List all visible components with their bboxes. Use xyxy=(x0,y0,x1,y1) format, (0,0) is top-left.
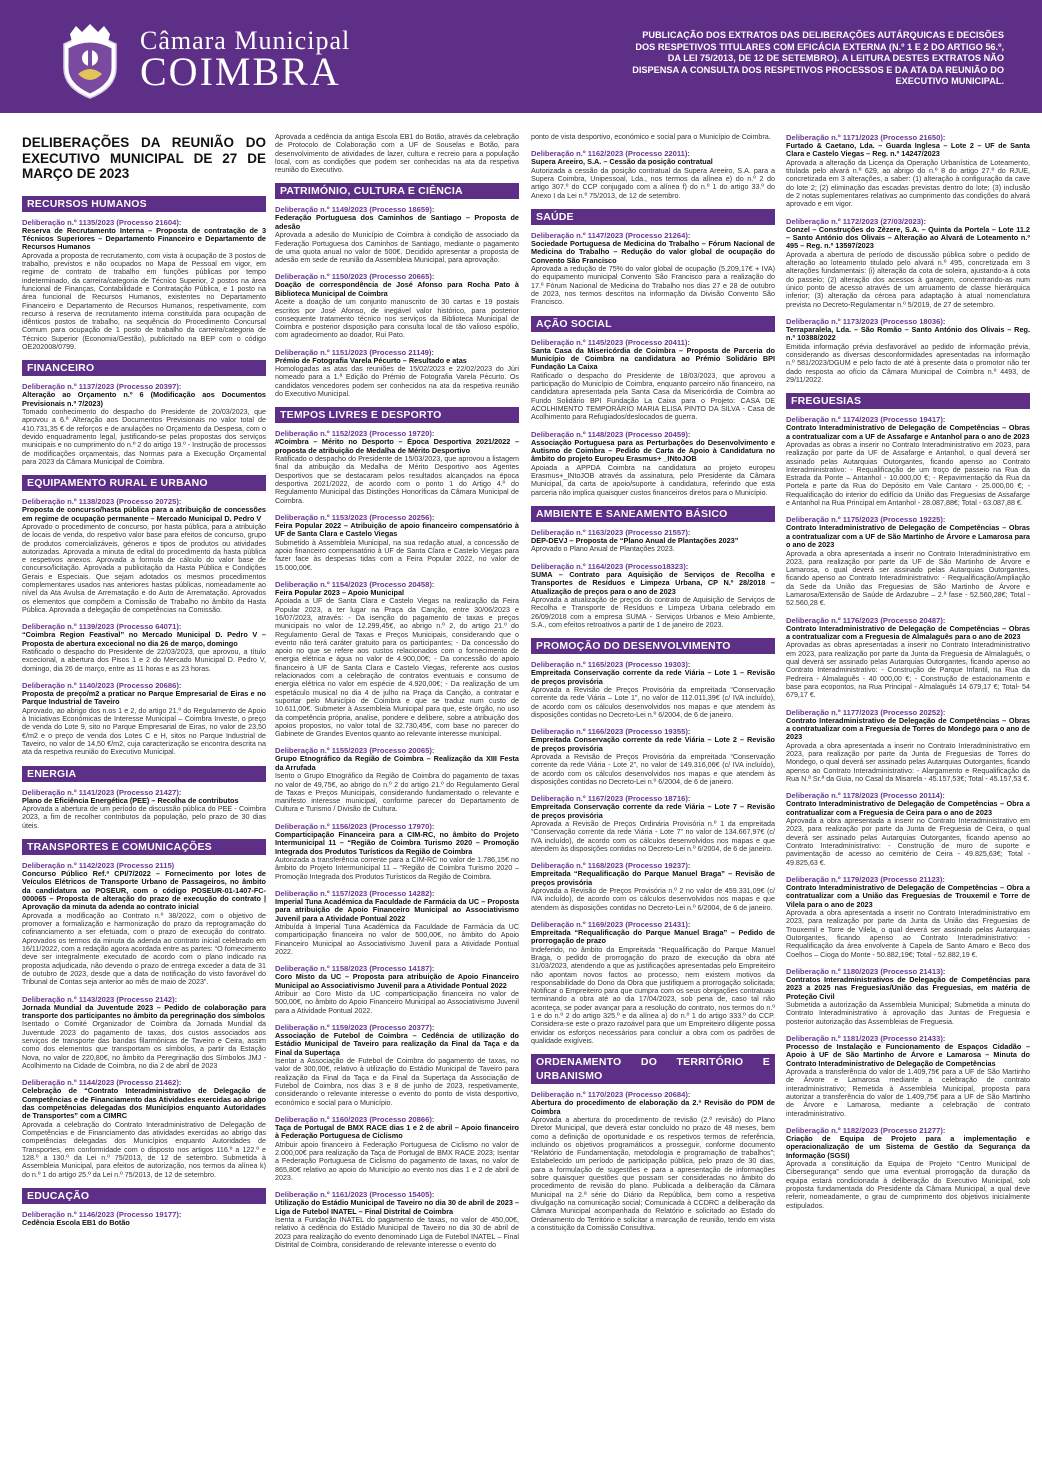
deliberation-item xyxy=(275,1115,519,1182)
deliberation-title: Contrato Interadministrativo de Delegação de Competências – Obra a contratualizar com a Freguesia de Ceira para o ano de 2023 xyxy=(786,799,1030,817)
deliberation-item xyxy=(531,133,775,141)
deliberation-body: Aprovada a atualização de preços do contrato de Aquisição de Serviços de Recolha e Transporte de Resíduos e Limpeza Urbana celebrado em 26/09/2018 com a empresa SUMA - Serviços Urbanos e Meio Ambiente, S.A., com efeitos retroativos a partir de 1 de janeiro de 2023. xyxy=(531,595,775,629)
deliberation-item xyxy=(22,497,266,614)
deliberation-body: Emitida informação prévia desfavorável ao pedido de informação prévia, considerando as diversas desconformidades apresentadas na informação n.º 581/2023/DGUM e pelo facto de até à presente data o promotor não ter dado resposta ao ofício da Câmara Municipal de Coimbra n.º 4493, de 29/11/2022. xyxy=(786,342,1030,384)
deliberation-title: Alteração ao Orçamento n.º 6 (Modificação aos Documentos Previsionais n.º 7/2023) xyxy=(22,390,266,408)
column-3 xyxy=(531,133,775,1451)
deliberation-body: Aprovada a obra apresentada a inserir no Contrato Interadministrativo em 2023, para realização por parte da Junta de Freguesias de Torres do Mondego, o qual deverá ser assinado pelas Autarquias Outorgantes, ficando apenso ao Contrato Interadministrativo: - Alargamento e Requalificação da Rua N.ª Sr.ª da Guia, no Casal da Misarela - 45.157,53€; Total - 45.157,53 €. xyxy=(786,741,1030,783)
deliberation-body: ponto de vista desportivo, económico e social para o Município de Coimbra. xyxy=(531,133,771,141)
deliberation-number: Deliberação n.º 1151/2023 (Processo 21149): xyxy=(275,347,434,357)
deliberation-title: Contrato Interadministrativo de Delegação de Competências – Obras a contratualizar com a Freguesia de Almalaguês para o ano de 2023 xyxy=(786,623,1030,642)
deliberation-item xyxy=(22,218,266,352)
deliberation-body: Submetido à Assembleia Municipal, na sua redação atual, a concessão de apoio financeiro compensatório à UF de Santa Clara e Castelo Viegas para fazer face às despesas tidas com a Feira Popular 2022, no valor de 15.000,00€. xyxy=(275,538,519,572)
deliberation-body: Submetida a autorização da Assembleia Municipal; Submetida a minuta do Contrato Interadministrativo à aprovação das Juntas de Freguesia e posterior autorização das Assembleias de Freguesia. xyxy=(786,1001,1030,1026)
deliberation-number: Deliberação n.º 1182/2023 (Processo 21277): xyxy=(786,1125,946,1135)
deliberation-title: Empreitada Conservação corrente da rede Viária – Lote 2 – Revisão de preços provisória xyxy=(531,735,775,753)
deliberation-number: Deliberação n.º 1146/2023 (Processo 19177): xyxy=(22,1209,182,1219)
deliberation-body: Isentar a Associação de Futebol de Coimbra do pagamento de taxas, no valor de 300,00€, relativo à utilização do Estádio Municipal de Taveiro para realização da Final da Taça e da Final da Supertaça da Associação de Futebol de Coimbra, nos dias 3 e 8 de junho de 2023, respetivamente, considerando o relevante interesse o evento do ponto de vista desportivo, económico e social para o Município. xyxy=(275,1057,519,1107)
deliberation-title: SUMA – Contrato para Aquisição de Serviços de Recolha e Transportes de Resíduos e Limpeza Urbana, CP N.º 28/2018 – Atualização de preços para o ano de 2023 xyxy=(531,569,775,596)
deliberation-item xyxy=(22,622,266,673)
deliberation-item xyxy=(786,708,1030,784)
deliberation-body: Aprovada a abertura de período de discussão pública sobre o pedido de alteração ao loteamento titulado pelo alvará n.º 495, concretizada em 3 alterações fundamentais: (i) alteração da cota de soleira, ajustando-a à cota do passeio; (2) alteração dos acessos à garagem, concentrando-as num único ponto de acesso através de um arruamento de classe hierárquica inferior; (3) alteração da cércea para adaptação à atual nomenclatura prevista no Decreto-Regulamentar n.º 5/2019, de 27 de setembro. xyxy=(786,250,1030,309)
deliberation-item xyxy=(786,967,1030,1026)
deliberation-number: Deliberação n.º 1163/2023 (Processo 21557): xyxy=(531,528,691,537)
deliberation-title: Empreitada “Requalificação do Parque Manuel Braga” – Pedido de prorrogação de prazo xyxy=(531,927,775,946)
deliberation-item xyxy=(275,580,519,738)
deliberation-title: Contratos Interadministrativos de Delegação de Competências para 2023 a 2025 nas Freguesias/União das Freguesias, em matéria de Proteção Civil xyxy=(786,974,1030,1001)
section-heading: EQUIPAMENTO RURAL E URBANO xyxy=(22,475,266,491)
deliberation-title: Grupo Etnográfico da Região de Coimbra – Realização da XIII Festa da Arrufada xyxy=(275,754,519,772)
deliberation-title: Supera Areeiro, S.A. – Cessão da posição contratual xyxy=(531,157,713,167)
deliberation-body: Aprovada a celebração do Contrato Interadministrativo de Delegação de Competências e de Financiamento das atividades exercidas ao abrigo das competências delegadas dos Municípios enquanto Autoridades de Transportes, em conformidade com o disposto nos artigos 116.º a 122.º e 128.º a 130.º da Lei n.º 75/2013, de 12 de setembro. Submetida à Assembleia Municipal, para efeitos de autorização, nos termos da alínea k) do n.º 1 do artigo 25.º da Lei n.º 75/2013, de 12 de setembro. xyxy=(22,1120,266,1179)
deliberation-item xyxy=(531,430,775,497)
deliberation-body: Ratificado o despacho do Presidente de 15/03/2023, que aprovou a listagem final da atribuição da Medalha de Mérito Desportivo aos Agentes Desportivos que se destacaram pelos resultados alcançados na época desportiva 2021/2022, de acordo com o ponto 1 do Artigo 4.º do Regulamento Municipal das Distinções Honoríficas da Câmara Municipal de Coimbra. xyxy=(275,455,519,505)
deliberation-title: Santa Casa da Misericórdia de Coimbra – Proposta de Parceria do Município de Coimbra na candidatura ao Prémio Solidário BPI Fundação La Caixa xyxy=(531,345,775,372)
deliberation-title: Doação de correspondência de José Afonso para Rocha Pato à Biblioteca Municipal de Coimbra xyxy=(275,280,519,298)
deliberation-number: Deliberação n.º 1162/2023 (Processo 22011): xyxy=(531,149,690,159)
deliberation-number: Deliberação n.º 1137/2023 (Processo 20397): xyxy=(22,382,182,392)
deliberation-body: Aprovada a Revisão de Preços Provisória n.º 2 no valor de 459.331,09€ (c/ IVA incluído), de acordo com os cálculos desenvolvidos nos mapas e que atendem às disposições contidas no Decreto-Lei n.º 6/2004, de 6 de janeiro. xyxy=(531,886,775,912)
deliberation-body: Autorizada a transferência corrente para a CIM-RC no valor de 1.786,15€ no âmbito do Projeto Intermunicipal 11 – “Região de Coimbra Turismo 2020 – Promoção Integrada dos Produtos Turísticos da Região de Coimbra. xyxy=(275,855,519,881)
deliberation-title: Associação Portuguesa para as Perturbações do Desenvolvimento e Autismo de Coimbra – Pedido de Carta de Apoio à Candidatura no âmbito do projeto Europeu Erasmus+ _INtoJOB xyxy=(531,437,775,464)
deliberation-item xyxy=(275,746,519,813)
section-heading: TEMPOS LIVRES E DESPORTO xyxy=(275,407,519,423)
deliberation-item xyxy=(275,822,519,881)
deliberation-title: Contrato Interadministrativo de Delegação de Competências – Obras a contratualizar com a UF de São Martinho de Árvore e Lamarosa para o ano de 2023 xyxy=(786,523,1030,550)
deliberation-number: Deliberação n.º 1170/2023 (Processo 20684): xyxy=(531,1090,691,1100)
deliberation-body: Aprovada a Revisão de Preços Ordinária Provisória n.º 1 da empreitada “Conservação corrente da rede Viária - Lote 7” no valor de 134.667,97€ (c/ IVA incluído), de acordo com os cálculos desenvolvidos nos mapas e que atendem às disposições contidas no Decreto-Lei n.º 6/2004, de 6 de janeiro. xyxy=(531,819,775,853)
deliberation-body: Aprovadas as obras a inserir no Contrato Interadministrativo em 2023, para realização por parte da UF de Assafarge e Antanhol, o qual deverá ser assinado pelas Autarquias Outorgantes, ficando apenso ao Contrato Interadministrativo: - Requalificação de um troço de passeio na Rua da Estrada da Ponte – Antanhol - 10.000,00 €; - Repavimentação da Rua da Portela e parte da Rua do Depósito em Vale Cantaro - 25.000,00 €; - Requalificação do interior do edifício da União das Freguesias de Assafarge e Antanhol na Rua Principal em Antanhol - 28.087,88€; Total - 63.087,88 €. xyxy=(786,441,1030,508)
deliberation-number: Deliberação n.º 1181/2023 (Processo 21433): xyxy=(786,1033,946,1043)
section-heading: TRANSPORTES E COMUNICAÇÕES xyxy=(22,839,266,855)
deliberation-body: Apoiada a APPDA Coimbra na candidatura ao projeto europeu Erasmus+_INtoJOB através da assinatura, pelo Presidente da Câmara Municipal, da carta de apoio/suporte à candidatura, referindo que esta parceria não implica quaisquer custos financeiros diretos para o Município. xyxy=(531,463,775,497)
deliberation-title: Feira Popular 2022 – Atribuição de apoio financeiro compensatório à UF de Santa Clara e Castelo Viegas xyxy=(275,520,519,539)
deliberation-item xyxy=(786,415,1030,507)
deliberation-title: Imperial Tuna Académica da Faculdade de Farmácia da UC – Proposta para atribuição de Apoio Financeiro Municipal ao Associativismo Juvenil para a Atividade Pontual 2022 xyxy=(275,896,519,923)
deliberation-item xyxy=(531,920,775,1045)
deliberation-title: Criação de Equipa de Projeto para a implementação e operacionalização de um Sistema de Gestão da Segurança da Informação (SGSI) xyxy=(786,1133,1030,1160)
deliberation-title: Conzel – Construções do Zêzere, S.A. – Quinta da Portela – Lote 11.2 – Santo António dos Olivais – Alteração ao Alvará de Loteamento n.º 495 – Reg. n.º 13597/2023 xyxy=(786,224,1030,251)
deliberation-number: Deliberação n.º 1167/2023 (Processo 18716): xyxy=(531,794,691,804)
deliberation-title: Utilização do Estádio Municipal de Taveiro no dia 30 de abril de 2023 – Liga de Futebol INATEL – Final Distrital de Coimbra xyxy=(275,1198,519,1216)
deliberation-item xyxy=(275,205,519,264)
deliberation-number: Deliberação n.º 1160/2023 (Processo 20866): xyxy=(275,1114,435,1124)
deliberation-body: Aprovada a abertura do procedimento de revisão (2.ª revisão) do Plano Diretor Municipal, que deverá estar concluído no prazo de 48 meses, bem como a definição de oportunidade e os respetivos termos de referência, incluindo os objetivos programáticos a prosseguir, conforme documento “Relatório de Fundamentação, metodologia e programação de trabalhos”; Estabelecido um período de participação pública, pelo prazo de 30 dias, para a formulação de sugestões e para a apresentação de informações sobre quaisquer questões que possam ser consideradas no âmbito do procedimento de revisão do plano. Publicada a deliberação da Câmara Municipal na 2.ª série do Diário da República, bem como a respetiva divulgação na comunicação social; Comunicada à CCDRC a deliberação da Câmara Municipal acompanhada do Relatório e solicitado ao Estado do Ordenamento do Território e solicitar a marcação de reunião, tendo em vista a constituição da Comissão Consultiva. xyxy=(531,1116,775,1232)
deliberation-item xyxy=(786,791,1030,867)
deliberation-item xyxy=(22,995,266,1071)
deliberation-item xyxy=(275,348,519,399)
deliberation-number: Deliberação n.º 1168/2023 (Processo 19237): xyxy=(531,861,691,871)
deliberation-item xyxy=(786,1034,1030,1118)
section-heading: ENERGIA xyxy=(22,766,266,782)
deliberation-item xyxy=(275,272,519,339)
deliberation-body: Aprovado o Plano Anual de Plantações 2023. xyxy=(531,545,675,554)
deliberation-item xyxy=(275,513,519,572)
deliberation-title: Empreitada Conservação corrente da rede Viária – Lote 1 – Revisão de preços provisória xyxy=(531,668,775,686)
column-2 xyxy=(275,133,519,1451)
deliberation-title: Celebração de “Contrato Interadministrativo de Delegação de Competências e de Financiamento das Atividades exercidas ao abrigo das competências delegadas dos Municípios enquanto Autoridades de Transportes” com a CIMRC xyxy=(22,1086,266,1121)
deliberation-body: Aprovada a obra apresentada a inserir no Contrato Interadministrativo em 2023, para realização por parte da Junta da União das Freguesias de Trouxemil e Torre de Vilela, o qual deverá ser assinado pelas Autarquias Outorgantes, ficando apenso ao Contrato Interadministrativo: - Requalificação da área envolvente à Capela de Santo Amaro e Beco dos Coelhos – Cioga do Monte - 50.882,19€; Total - 52.882,19 €. xyxy=(786,909,1030,959)
deliberation-title: Feira Popular 2023 – Apoio Municipal xyxy=(275,587,405,597)
section-heading: ORDENAMENTO DO TERRITÓRIO E URBANISMO xyxy=(531,1054,775,1084)
deliberation-number: Deliberação n.º 1172/2023 (27/03/2023): xyxy=(786,216,926,226)
deliberation-number: Deliberação n.º 1155/2023 (Processo 20065): xyxy=(275,746,435,756)
deliberation-number: Deliberação n.º 1150/2023 (Processo 20665): xyxy=(275,272,435,282)
deliberation-number: Deliberação n.º 1156/2023 (Processo 17970): xyxy=(275,821,435,831)
deliberation-item xyxy=(786,1126,1030,1210)
deliberation-body: Aprovado o procedimento de concurso, por hasta pública, para a atribuição de locais de venda, do respetivo valor base para efeitos de concurso, grupo de produtos comercializáveis, géneros e tipos de produtos ou atividades autorizadas. Aprovada a minuta de edital do procedimento da hasta pública e respetivos anexos. Aprovada a formula de cálculo do valor base de concurso/licitação. Aprovada a publicitação da Hasta Pública e Condições Gerais e Especiais. Que sejam adotados os mesmos procedimentos complementares usados nas anteriores hastas públicas, nomeadamente ao nível da Ata Avulsa de Arrematação e do Auto de Arrematação. Aprovados os elementos que compõem a Comissão de Trabalho no âmbito da Hasta Pública. Aprovada a delegação de competências na Comissão. xyxy=(22,522,266,614)
section-heading: PATRIMÓNIO, CULTURA E CIÊNCIA xyxy=(275,183,519,199)
deliberation-title: Proposta de concurso/hasta pública para a atribuição de concessões em regime de ocupação permanente – Mercado Municipal D. Pedro V xyxy=(22,505,266,523)
deliberation-number: Deliberação n.º 1142/2023 (Processo 2115) xyxy=(22,860,175,870)
deliberation-body: Aprovada a Revisão de Preços Provisória da empreitada “Conservação corrente da rede Viária - Lote 2”, no valor de 149.316,06€ (c/ IVA incluído), de acordo com os cálculos desenvolvidos nos mapas e que atendem às disposições contidas no Decreto-Lei n.º 6/2004, de 6 de janeiro. xyxy=(531,752,775,786)
deliberation-body: Homologadas as atas das reuniões de 15/02/2023 e 22/02/2023 do Júri nomeado para a 1.ª Edição do Prémio de Fotografia Varela Pécurto. Os candidatos vencedores podem ser conhecidos na ata da respetiva reunião do Executivo Municipal. xyxy=(275,365,519,399)
deliberation-item xyxy=(531,727,775,786)
deliberation-body: Aprovada a abertura de um período de discussão pública do PEE - Coimbra 2023, a fim de recolher contributos da população, pelo prazo de 30 dias úteis. xyxy=(22,804,266,830)
deliberation-number: Deliberação n.º 1171/2023 (Processo 21650): xyxy=(786,133,946,142)
deliberation-item xyxy=(22,681,266,757)
deliberation-title: Comparticipação Financeira para a CIM-RC, no âmbito do Projeto Intermunicipal 11 – “Região de Coimbra Turismo 2020 – Promoção Integrada dos Produtos Turísticos da Região de Coimbra xyxy=(275,829,519,856)
deliberation-body: Aprovada a obra apresentada a inserir no Contrato Interadministrativo em 2023, para realização por parte da Junta de Freguesia de Ceira, o qual deverá ser assinado pelas Autarquias Outorgantes, ficando apenso ao Contrato Interadministrativo: - Construção de muro de suporte e pavimentação de acesso ao cemitério de Ceira - 49.825,63€; Total - 49.825,63 €. xyxy=(786,817,1030,867)
deliberation-number: Deliberação n.º 1149/2023 (Processo 18659): xyxy=(275,205,435,215)
deliberation-item xyxy=(275,964,519,1015)
coimbra-crest-icon xyxy=(58,24,122,100)
section-heading: SAÚDE xyxy=(531,209,775,225)
deliberation-item xyxy=(786,133,1030,209)
deliberation-title: Coro Misto da UC – Proposta para atribuição de Apoio Financeiro Municipal ao Associativismo Juvenil para a Atividade Pontual 2022 xyxy=(275,972,519,990)
deliberation-item xyxy=(531,1090,775,1232)
deliberation-number: Deliberação n.º 1178/2023 (Processo 20114): xyxy=(786,791,945,801)
deliberation-title: Abertura do procedimento de elaboração da 2.ª Revisão do PDM de Coimbra xyxy=(531,1098,775,1116)
deliberation-item xyxy=(786,515,1030,607)
deliberation-item xyxy=(275,1190,519,1249)
section-heading: AÇÃO SOCIAL xyxy=(531,316,775,332)
deliberation-body: Isentado o Comité Organizador de Coimbra da Jornada Mundial da Juventude 2023 do pagamento de taxas, dos custos associados aos serviços de transporte das bandas filarmónicas de Taveiro e Ceira, assim como dos elementos que transportam os símbolos, a partir da Estação Nova, no valor de 220,80€, no âmbito da Peregrinação dos Símbolos JMJ - Acolhimento na Cidade de Coimbra, no dia 2 de abril de 2023 xyxy=(22,1020,266,1070)
deliberation-body: Aceite a doação de um conjunto manuscrito de 30 cartas e 19 postais escritos por José Afonso, de inegável valor histórico, para posterior consequente tratamento técnico nos serviços da Biblioteca Municipal de Coimbra e posterior disposição para consulta local de tão valioso espólio, com agradecimento ao doador, Rui Pato. xyxy=(275,298,519,340)
deliberation-number: Deliberação n.º 1159/2023 (Processo 20377): xyxy=(275,1022,435,1032)
deliberation-title: Jornada Mundial da Juventude 2023 – Pedido de colaboração para transporte dos participantes no âmbito da peregrinação dos símbolos xyxy=(22,1002,266,1020)
deliberation-title: Cedência Escola EB1 do Botão xyxy=(22,1217,130,1227)
deliberation-number: Deliberação n.º 1153/2023 (Processo 20256): xyxy=(275,512,435,522)
deliberation-number: Deliberação n.º 1152/2023 (Processo 19720): xyxy=(275,429,435,439)
deliberation-item xyxy=(531,660,775,719)
deliberation-item xyxy=(531,338,775,422)
deliberation-title: Furtado & Caetano, Lda. – Guarda Inglesa – Lote 2 – UF de Santa Clara e Castelo Viegas – Reg. n.º 14247/2023 xyxy=(786,141,1030,159)
deliberation-number: Deliberação n.º 1173/2023 (Processo 18036): xyxy=(786,316,946,326)
deliberation-number: Deliberação n.º 1147/2023 (Processo 21264): xyxy=(531,230,691,240)
deliberation-item xyxy=(786,875,1030,959)
deliberation-item xyxy=(275,133,519,174)
deliberation-item xyxy=(22,861,266,987)
deliberation-body: Atribuir ao Coro Misto da UC comparticipação financeira no valor de 500,00€, no âmbito do Apoio Financeiro Municipal ao Associativismo Juvenil para a Atividade Pontual 2022. xyxy=(275,990,519,1015)
deliberation-item xyxy=(275,889,519,956)
deliberation-item xyxy=(275,429,519,505)
deliberation-body: Aprovada a proposta de recrutamento, com vista à ocupação de 3 postos de trabalho, previstos e não ocupados no Mapa de Pessoal em vigor, em regime de contrato de trabalho em funções públicas por tempo indeterminado, da carreira/categoria de Técnico Superior, 2 postos na área funcional de Finanças, Contabilidade e Contratação Pública, e 1 posto na área funcional de Recursos Humanos, existentes no Departamento Financeiro e Departamento de Recursos Humanos, respetivamente, com recurso à reserva de recrutamento interna constituída para ocupação de idênticos postos de trabalho, na sequência do Procedimento Concursal Comum para ocupação de 1 posto de trabalho da carreira/categoria de Técnico Superior (Economia/Gestão), publicitado na BEP com o código OE202008/0799. xyxy=(22,251,266,351)
deliberation-item xyxy=(22,788,266,830)
deliberation-item xyxy=(22,382,266,466)
deliberation-title: Sociedade Portuguesa de Medicina do Trabalho – Fórum Nacional de Medicina do Trabalho – Redução do valor global de ocupação do Convento São Francisco xyxy=(531,238,775,265)
deliberation-number: Deliberação n.º 1174/2023 (Processo 19417): xyxy=(786,415,946,425)
deliberation-body: Indeferido, no âmbito da Empreitada “Requalificação do Parque Manuel Braga, o pedido de prorrogação do prazo de execução da obra até 31/03/2023, atendendo a que as justificações apresentadas pelo Empreiteiro não apontam novos factos ao processo, nem existem motivos da responsabilidade do Dono da Obra que justifiquem a prorrogação solicitada; Notificar o Empreiteiro para que cumpra com os seus obrigações contratuais terminando a obra até ao dia 17/04/2023, sob pena de, caso tal não aconteça, se poder avançar para a resolução do contrato, nos termos do n.º 1 e do n.º 2 do artigo 325.º e da alínea a) do n.º 1 do artigo 333.º do CCP. Considera-se este o prazo razoável para que um Empreiteiro diligente possa envidar os esforços necessários para concluir a obra com os padrões de qualidade exigíveis. xyxy=(531,945,775,1045)
brand-line1: Câmara Municipal xyxy=(140,26,351,55)
deliberation-body: Isenta a Fundação INATEL do pagamento de taxas, no valor de 450,00€, relativo à cedência do Estádio Municipal de Taveiro no dia 30 de abril de 2023 para realização do evento denominado Liga de Futebol INATEL – Final Distrital de Coimbra, considerando de relevante interesse o evento do xyxy=(275,1216,519,1249)
deliberation-number: Deliberação n.º 1164/2023 (Processo18323): xyxy=(531,561,689,571)
deliberation-title: Contrato Interadministrativo de Delegação de Competências – Obras a contratualizar com a UF de Assafarge e Antanhol para o ano de 2023 xyxy=(786,423,1030,441)
deliberation-number: Deliberação n.º 1138/2023 (Processo 20725): xyxy=(22,497,182,507)
deliberation-body: Aprovada a modificação ao Contrato n.º 38/2022, com o objetivo de promover a formalização e harmonização do prazo da reprogramação do cofinanciamento a ser efetuada, com o prazo de execução do contrato. Aprovados os termos da minuta da adenda ao contrato inicial celebrado em 16/11/2022, com a redação agora acordada entre as partes: “O fornecimento deve ser integralmente executado de acordo com o plano indicado na proposta adjudicada, não devendo o prazo de entrega exceder a data de 31 de outubro de 2023, desde que a data de notificação do visto favorável do Tribunal de Contas seja anterior ao mês de maio de 2023”. xyxy=(22,911,266,987)
deliberation-number: Deliberação n.º 1139/2023 (Processo 64071): xyxy=(22,622,182,632)
deliberation-number: Deliberação n.º 1165/2023 (Processo 19303): xyxy=(531,660,691,670)
section-heading: FREGUESIAS xyxy=(786,393,1030,409)
deliberation-number: Deliberação n.º 1175/2023 (Processo 19225): xyxy=(786,515,946,525)
deliberation-item xyxy=(531,149,775,200)
column-1 xyxy=(22,133,266,1451)
deliberation-body: Aprovada a constituição da Equipa de Projeto “Centro Municipal de Cibersegurança” sendo que uma eventual prorrogação da duração da equipa estará condicionada à deliberação do Executivo Municipal, sob proposta fundamentada do Presidente da Câmara Municipal, a qual deve referir, nomeadamente, o grau de cumprimento dos objetivos inicialmente estipulados. xyxy=(786,1160,1030,1210)
deliberation-number: Deliberação n.º 1179/2023 (Processo 21123): xyxy=(786,874,945,884)
deliberation-body: Aprovada a cedência da antiga Escola EB1 do Botão, através da celebração de Protocolo de Colaboração com a UF de Souselas e Botão, para desenvolvimento de atividades de lazer, cultura e recreio para a população local, com as condições que podem ser conhecidas na ata da respetiva reunião do Executivo. xyxy=(275,133,519,175)
deliberation-body: Aprovada a Revisão de Preços Provisória da empreitada “Conservação corrente da rede Viária – Lote 1”, no valor de 112.011,39€ (c/ IVA incluído), de acordo com os cálculos desenvolvidos nos mapas e que atendem às disposições contidas no Decreto-Lei n.º 6/2004, de 6 de janeiro. xyxy=(531,685,775,719)
deliberation-title: Proposta de preço/m2 a praticar no Parque Empresarial de Eiras e no Parque Industrial de Taveiro xyxy=(22,688,266,707)
deliberation-number: Deliberação n.º 1176/2023 (Processo 20487): xyxy=(786,615,946,625)
page-header xyxy=(0,0,1042,113)
deliberation-item xyxy=(786,616,1030,700)
header-notice: PUBLICAÇÃO DOS EXTRATOS DAS DELIBERAÇÕES AUTÁRQUICAS E DECISÕES DOS RESPETIVOS TITULARES COM EFICÁCIA EXTERNA (N.º 1 E 2 DO ARTIGO 56.º, DA LEI 75/2013, DE 12 DE SETEMBRO). A LEITURA DESTES EXTRATOS NÃO DISPENSA A CONSULTA DOS RESPETIVOS PROCESSOS E DA ATA DA REUNIÃO DO EXECUTIVO MUNICIPAL. xyxy=(632,30,1004,87)
deliberation-number: Deliberação n.º 1140/2023 (Processo 20686): xyxy=(22,680,182,690)
deliberation-body: Aprovada a alteração da Licença da Operação Urbanística de Loteamento, titulada pelo alvará n.º 629, ao abrigo do n.º 8 do artigo 27.º do RJUE, concretizada em 3 alterações, a saber: (1) alteração à configuração da cave do lote 2; (2) eliminação das escadas previstas dentro do lote; (3) inclusão de 2 notas suplementares relativas ao cumprimento das condições do alvará aprovado e em vigor. xyxy=(786,158,1030,209)
deliberation-item xyxy=(275,1023,519,1107)
deliberation-number: Deliberação n.º 1158/2023 (Processo 14187): xyxy=(275,964,435,974)
deliberation-number: Deliberação n.º 1157/2023 (Processo 14282): xyxy=(275,888,435,898)
deliberation-number: Deliberação n.º 1145/2023 (Processo 20411): xyxy=(531,337,690,347)
deliberation-title: Empreitada “Requalificação do Parque Manuel Braga” – Revisão de preços provisória xyxy=(531,869,775,887)
section-heading: PROMOÇÃO DO DESENVOLVIMENTO xyxy=(531,638,775,654)
brand-logo xyxy=(140,28,350,92)
deliberation-body: Atribuir apoio financeiro à Federação Portuguesa de Ciclismo no valor de 2.000,00€ para realização da Taça de Portugal de BMX RACE 2023; Isentar a Federação Portuguesa de Ciclismo do pagamento de taxas, no valor de 865,80€ relativo ao apoio do Município ao evento nos dias 1 e 2 de abril de 2023. xyxy=(275,1140,519,1182)
deliberation-number: Deliberação n.º 1177/2023 (Processo 20252): xyxy=(786,707,946,717)
deliberation-item xyxy=(531,794,775,853)
deliberation-title: Terraparalela, Lda. – São Romão – Santo António dos Olivais – Reg. n.º 10388/2022 xyxy=(786,324,1030,343)
deliberation-body: Aprovada a adesão do Município de Coimbra à condição de associado da Federação Portuguesa dos Caminhos de Santiago, mediante o pagamento de uma quota anual no valor de 500€. Decidido apresentar a proposta de adesão em sede de reunião da Assembleia Municipal, para aprovação. xyxy=(275,231,519,265)
deliberation-body: Aprovada a redução de 75% do valor global de ocupação (5.209,17€ + IVA) do equipamento municipal Convento São Francisco para a realização do 17.º Fórum Nacional de Medicina do Trabalho nos dias 27 e 28 de outubro de 2023, nos termos descritos na informação da Divisão Convento São Francisco. xyxy=(531,265,775,307)
deliberation-number: Deliberação n.º 1169/2023 (Processo 21431): xyxy=(531,919,691,929)
section-heading: RECURSOS HUMANOS xyxy=(22,196,266,212)
deliberation-title: Prémio de Fotografia Varela Pécurto – Resultado e atas xyxy=(275,355,467,365)
deliberation-body: Tomado conhecimento do despacho do Presidente de 20/03/2023, que aprovou a 6.ª Alteração aos Documentos Previsionais no valor total de 410.731,35 € de reforços e de anulações no Orçamento da Despesa, com o devido enquadramento legal, justificando-se pelas propostas dos serviços municipais e no cumprimento do n.º 2 do artigo 19.º - Instrução de processos de modificações orçamentais, das Normas para a Execução Orçamental para 2023 da Câmara Municipal de Coimbra. xyxy=(22,408,266,466)
section-heading: FINANCEIRO xyxy=(22,360,266,376)
deliberation-item xyxy=(786,217,1030,309)
deliberation-number: Deliberação n.º 1144/2023 (Processo 21462): xyxy=(22,1078,182,1088)
deliberation-number: Deliberação n.º 1141/2023 (Processo 21427): xyxy=(22,787,182,797)
deliberation-body: Aprovadas as obras apresentadas a inserir no Contrato Interadministrativo em 2023, para realização por parte da Junta da Freguesia de Almalaguês, o qual deverá ser assinado pelas Autarquias Outorgantes, ficando apenso ao Contrato Interadministrativo: - Construção de Parque Infantil, na Rua da Pedreira - Almalaguês - 40 000,00 €; - Construção de estacionamento e base para ecopontos, na Rua Principal - Almalaguês 14 679,17 €; Total- 54 679,17 €. xyxy=(786,641,1030,700)
brand-line2: COIMBRA xyxy=(140,49,341,94)
deliberation-number: Deliberação n.º 1161/2023 (Processo 15405): xyxy=(275,1190,435,1200)
deliberation-title: Processo de Instalação e Funcionamento de Espaços Cidadão – Apoio à UF de São Martinho de Árvore e Lamarosa – Minuta do Contrato Interadministrativo de Delegação de Competências xyxy=(786,1041,1030,1068)
deliberation-item xyxy=(531,861,775,912)
deliberation-number: Deliberação n.º 1166/2023 (Processo 19355): xyxy=(531,727,691,737)
deliberation-title: Plano de Eficiência Energética (PEE) – Recolha de contributos xyxy=(22,795,239,805)
deliberation-body: Aprovada a obra apresentada a inserir no Contrato Interadministrativo em 2023, para realização por parte da UF de São Martinho de Árvore e Lamarosa, o qual deverá ser assinado pelas Autarquias Outorgantes, ficando apenso ao Contrato Interadministrativo: - Requalificação/Ampliação da Sede da União das Freguesias de São Martinho de Árvore e Lamarosa/Extensão de Saúde de Ardazubre – 2.ª fase - 52.560,28€; Total - 52.560,28 €. xyxy=(786,549,1030,608)
deliberation-body: Autorizada a cessão da posição contratual da Supera Areeiro, S.A. para a Supera Coimbra, Unipessoal, Lda., nos termos da alínea e) do n.º 2 do artigo 307.º do CCP conjugado com a alínea f) do n.º 1 do artigo 33.º do Anexo I da Lei n.º 75/2013, de 12 de setembro. xyxy=(531,166,775,200)
deliberation-title: DEP-DEVJ – Proposta de “Plano Anual de Plantações 2023” xyxy=(531,536,739,545)
deliberation-title: Empreitada Conservação corrente da rede Viária – Lote 7 – Revisão de preços provisória xyxy=(531,802,775,820)
deliberation-number: Deliberação n.º 1143/2023 (Processo 2142): xyxy=(22,994,178,1004)
deliberation-item xyxy=(786,317,1030,384)
deliberation-title: Associação de Futebol de Coimbra – Cedência de utilização do Estádio Municipal de Taveiro para realização da Final da Taça e da Final da Supertaça xyxy=(275,1030,519,1057)
deliberation-number: Deliberação n.º 1180/2023 (Processo 21413): xyxy=(786,966,946,976)
deliberation-number: Deliberação n.º 1154/2023 (Processo 20458): xyxy=(275,579,435,589)
deliberation-title: Contrato Interadministrativo de Delegação de Competências – Obras a contratualizar com a Freguesia de Torres do Mondego para o ano de 2023 xyxy=(786,715,1030,742)
deliberation-title: Federação Portuguesa dos Caminhos de Santiago – Proposta de adesão xyxy=(275,213,519,231)
deliberation-body: Atribuída à Imperial Tuna Académica da Faculdade de Farmácia da UC comparticipação financeira no valor de 500,00€, no âmbito do Apoio Financeiro Municipal ao Associativismo Juvenil para a Atividade Pontual 2022. xyxy=(275,923,519,956)
deliberation-item xyxy=(531,562,775,629)
deliberation-number: Deliberação n.º 1148/2023 (Processo 20459): xyxy=(531,429,691,439)
deliberation-item xyxy=(22,1210,266,1227)
deliberation-item xyxy=(531,231,775,307)
section-heading: EDUCAÇÃO xyxy=(22,1188,266,1204)
deliberation-title: Concurso Público Ref.ª CPI/7/2022 – Fornecimento por lotes de Veículos Elétricos de Transporte Urbano de Passageiros, no âmbito da candidatura ao POSEUR, com o código POSEUR-01-1407-FC-000065 – Proposta de alteração do prazo de execução do contrato | Aprovação da minuta da adenda ao contrato inicial xyxy=(22,868,266,912)
deliberation-item xyxy=(531,528,775,554)
page-title: DELIBERAÇÕES DA REUNIÃO DO EXECUTIVO MUNICIPAL DE 27 DE MARÇO DE 2023 xyxy=(22,135,266,181)
deliberation-body: Aprovada a transferência do valor de 1.409,75€ para a UF de São Martinho de Árvore e Lamarosa mediante a celebração de contrato interadministrativo; Remetida à Assembleia Municipal, proposta para autorizar a transferência do valor de 1.409,75€ para a UF de São Martinho de Árvore e Lamarosa, mediante a celebração de contrato interadministrativo. xyxy=(786,1068,1030,1118)
deliberation-number: Deliberação n.º 1135/2023 (Processo 21604): xyxy=(22,217,182,227)
deliberation-title: Taça de Portugal de BMX RACE dias 1 e 2 de abril – Apoio financeiro à Federação Portuguesa de Ciclismo xyxy=(275,1122,519,1141)
deliberation-item xyxy=(22,1078,266,1179)
deliberation-body: Apoiada a UF de Santa Clara e Castelo Viegas na realização da Feira Popular 2023, a ter lugar na Praça da Canção, entre 30/06/2023 e 16/07/2023, através: - Da isenção do pagamento de taxas e preços municipais no valor de 12.299,45€, ao abrigo n.º 2, do artigo 21.º do Regulamento Geral de Taxas e Preços Municipais, considerando que o evento não terá caráter gratuito para os participantes; - Da concessão do apoio no que se refere aos custos relacionados com o fornecimento de energia elétrica e água no valor de 4.900,00€; - Da concessão do apoio financeiro à UF de Santa Clara e Castelo Viegas, referente aos custos relacionados com a celebração de contratos eventuais e consumo de energia elétrica no valor em espécie de 4.920,00€; - Da realização de um espetáculo musical no dia 4 de julho na Praça da Canção, a contratar e suportar pelo Município de Coimbra e que se traduz num custo de 10.611,00€. Submeter à Assembleia Municipal para que, este órgão, no uso da competência própria, analise, pondere e delibere, sobre a atribuição dos apoios propostos, no valor total de 32.730,45€, com base no parecer do Gabinete de Grandes Eventos quanto ao relevante interesse municipal. xyxy=(275,597,519,739)
deliberation-body: Ratificado o despacho do Presidente de 18/03/2023, que aprovou a participação do Município de Coimbra, enquanto parceiro não financeiro, na candidatura apresentada pela Santa Casa da Misericórdia de Coimbra ao Fundo Solidário BPI Fundação La Caixa para o Projeto: CASA DE ACOLHIMENTO TEMPORÁRIO MARIA ELISA PINTO DA SILVA - Casa de Acolhimento para Refugiados/deslocados de guerra. xyxy=(531,371,775,422)
deliberation-title: Reserva de Recrutamento Interna – Proposta de contratação de 3 Técnicos Superiores – Departamento Financeiro e Departamento de Recursos Humanos xyxy=(22,225,266,252)
column-4 xyxy=(786,133,1030,1451)
deliberation-title: “Coimbra Region Feastival” no Mercado Municipal D. Pedro V – Proposta de abertura excecional no dia 26 de março, domingo xyxy=(22,630,266,648)
deliberation-body: Ratificado o despacho do Presidente de 22/03/2023, que aprovou, a título excecional, a abertura dos Pisos 1 e 2 do Mercado Municipal D. Pedro V, domingo, dia 26 de março, entre as 11 horas e as 23 horas. xyxy=(22,648,266,673)
deliberation-title: #Coimbra – Mérito no Desporto – Época Desportiva 2021/2022 – proposta de atribuição de Medalha de Mérito Desportivo xyxy=(275,437,519,455)
deliberation-body: Isento o Grupo Etnográfico da Região de Coimbra do pagamento de taxas no valor de 49,75€, ao abrigo do n.º 2 do artigo 21.º do Regulamento Geral de Taxas e Preços Municipais, considerando fundamentado o relevante e manifesto interesse municipal, conforme parecer do Departamento de Cultura e Turismo / Divisão de Cultura. xyxy=(275,772,519,814)
section-heading: AMBIENTE E SANEAMENTO BÁSICO xyxy=(531,506,775,522)
deliberation-title: Contrato Interadministrativo de Delegação de Competências – Obra a contratualizar com a União das Freguesias de Trouxemil e Torre de Vilela para o ano de 2023 xyxy=(786,882,1030,909)
deliberation-body: Aprovado, ao abrigo dos n.os 1 e 2, do artigo 21.º do Regulamento de Apoio à Iniciativas Económicas de Interesse Municipal – Coimbra Investe, o preço de venda do Lote 9, sito no Parque Empresarial de Eiras, no valor de 23,50 €/m2 e o preço de venda dos Lotes C e H, sitos no Parque Industrial de Taveiro, no valor de 14,50 €/m2, cuja caracterização se encontra descrita na ata da respetiva reunião do Executivo Municipal. xyxy=(22,706,266,757)
